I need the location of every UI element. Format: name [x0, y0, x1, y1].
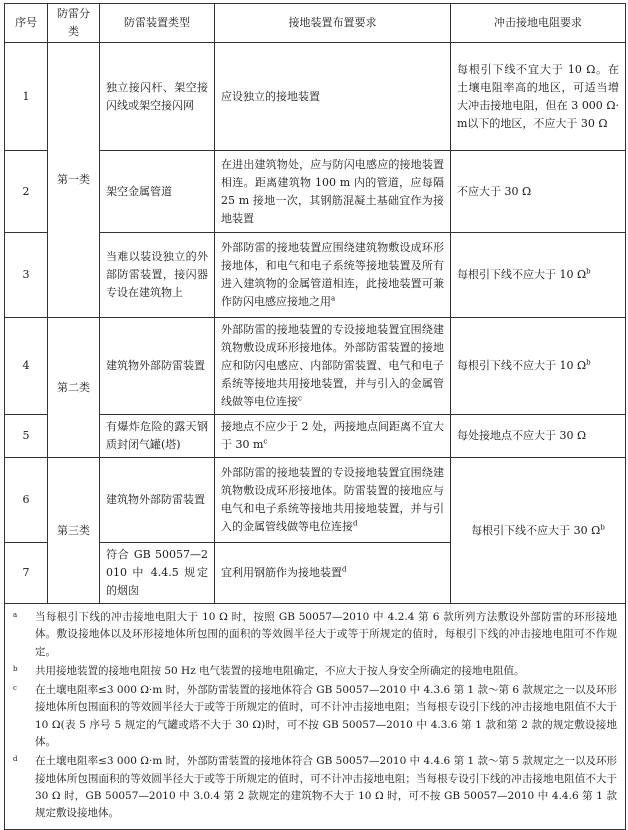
note-ref: c [263, 437, 268, 446]
note-ref: d [342, 565, 347, 574]
row-seq: 7 [5, 543, 48, 604]
note-a [13, 609, 617, 661]
row-device-type: 当难以装设独立的外部防雷装置，接闪器专设在建筑物上 [100, 233, 215, 318]
row-device-type: 建筑物外部防雷装置 [100, 458, 215, 543]
row-device-type: 架空金属管道 [100, 151, 215, 233]
row-device-type: 建筑物外部防雷装置 [100, 318, 215, 415]
header-row [5, 4, 626, 43]
header-category: 防雷分类 [48, 4, 100, 43]
row-impulse-resistance [451, 318, 626, 415]
note-mark: b [13, 664, 18, 673]
header-impulse-resistance: 冲击接地电阻要求 [451, 4, 626, 43]
note-ref: c [298, 394, 302, 403]
row-seq: 5 [5, 415, 48, 458]
note-b [13, 663, 617, 680]
note-mark: d [13, 755, 18, 764]
row-seq: 4 [5, 318, 48, 415]
row-impulse-resistance: 不应大于 30 Ω [451, 151, 626, 233]
row-device-type: 独立接闪杆、架空接闪线或架空接闪网 [100, 43, 215, 151]
row-grounding-layout [215, 318, 451, 415]
row-device-type: 符合 GB 50057—2010 中 4.4.5 规定的烟囱 [100, 543, 215, 604]
row-seq: 3 [5, 233, 48, 318]
row-grounding-layout [215, 415, 451, 458]
note-mark: a [13, 611, 18, 619]
note-ref: d [353, 519, 358, 528]
note-ref: b [586, 358, 591, 367]
layout-text: 外部防雷的接地装置应围绕建筑物敷设成环形接地体，和电气和电子系统等接地装置及所有进入建筑物的金属管道相连，此接地装置可兼作防闪电感应接地之用 [221, 241, 444, 308]
category-class1: 第一类 [48, 43, 100, 318]
table-row [5, 318, 626, 415]
row-impulse-resistance [451, 233, 626, 318]
layout-text: 宜利用钢筋作为接地装置 [221, 566, 342, 579]
note-d [13, 753, 617, 822]
note-text: 当每根引下线的冲击接地电阻大于 10 Ω 时，按照 GB 50057—2010 中 4.2.4 第 6 款所列方法敷设外部防雷的环形接地体。敷设接地体以及环形接地体所包围的面积的等效圆半径大于或等于所规定的值时，每根引下线的冲击接地电阻可不作规定。 [35, 611, 617, 658]
grounding-requirements-table [4, 3, 626, 830]
row-grounding-layout [215, 543, 451, 604]
category-class2: 第二类 [48, 318, 100, 458]
row-seq: 6 [5, 458, 48, 543]
note-text: 在土壤电阻率≤3 000 Ω·m 时，外部防雷装置的接地体符合 GB 50057—2010 中 4.4.6 第 1 款～第 5 款规定之一以及环形接地体所包围面积的等效圆半径大于或等于所规定的值时，可不计冲击接地电阻；当每根专设引下线的冲击接地电阻值不大于 30 Ω 时，GB 50057—2010 中 3.0.4 第 2 款规定的建筑物不大于 10 Ω 时，可不按 GB 50057—2010 中 4.4.6 第 1 款规定敷设接地体。 [35, 755, 617, 820]
layout-text: 外部防雷的接地装置的专设接地装置宜围绕建筑物敷设成环形接地体。防雷装置的接地应与电气和电子系统等接地共用接地装置，并与引入的金属管线做等电位连接 [221, 466, 444, 533]
note-ref: b [586, 267, 591, 276]
row-grounding-layout [215, 458, 451, 543]
row-grounding-layout: 在进出建筑物处，应与防闪电感应的接地装置相连。距离建筑物 100 m 内的管道，应每隔 25 m 接地一次，其钢筋混凝土基础宜作为接地装置 [215, 151, 451, 233]
row-grounding-layout [215, 233, 451, 318]
note-ref: b [600, 522, 605, 531]
row-seq: 1 [5, 43, 48, 151]
note-c [13, 682, 617, 751]
layout-text: 接地点不应少于 2 处，两接地点间距离不宜大于 30 m [221, 420, 444, 451]
note-ref: a [331, 294, 336, 303]
note-text: 共用接地装置的接地电阻按 50 Hz 电气装置的接地电阻确定，不应大于按人身安全所确定的接地电阻值。 [35, 664, 525, 677]
header-grounding-layout: 接地装置布置要求 [215, 4, 451, 43]
resistance-text: 每根引下线不应大于 10 Ω [457, 268, 587, 281]
row-seq: 2 [5, 151, 48, 233]
notes-cell [5, 604, 626, 830]
header-device-type: 防雷装置类型 [100, 4, 215, 43]
resistance-text: 每根引下线不应大于 30 Ω [471, 523, 601, 537]
category-class3: 第三类 [48, 458, 100, 604]
header-seq: 序号 [5, 4, 48, 43]
row-device-type: 有爆炸危险的露天钢质封闭气罐(塔) [100, 415, 215, 458]
table-row [5, 43, 626, 151]
resistance-text: 每根引下线不应大于 10 Ω [457, 359, 587, 372]
row-impulse-resistance: 每根引下线不宜大于 10 Ω。在土壤电阻率高的地区，可适当增大冲击接地电阻，但在 3 000 Ω·m以下的地区，不应大于 30 Ω [451, 43, 626, 151]
notes-row [5, 604, 626, 830]
row-grounding-layout: 应设独立的接地装置 [215, 43, 451, 151]
row-impulse-resistance [451, 458, 626, 604]
note-text: 在土壤电阻率≤3 000 Ω·m 时，外部防雷装置的接地体符合 GB 50057—2010 中 4.3.6 第 1 款～第 6 款规定之一以及环形接地体所包围面积的等效圆半径大于或等于所规定的值时，可不计冲击接地电阻；当每根专设引下线的冲击接地电阻值不大于 10 Ω(表 5 序号 5 规定的气罐或塔不大于 30 Ω)时，可不按 GB 50057—2010 中 4.3.6 第 1 款和第 2 款的规定敷设接地体。 [35, 684, 617, 749]
table-row [5, 458, 626, 543]
note-mark: c [13, 684, 17, 693]
layout-text: 外部防雷的接地装置的专设接地装置宜围绕建筑物敷设成环形接地体。外部防雷装置的接地应和防闪电感应、内部防雷装置、电气和电子系统等接地共用接地装置，并与引入的金属管线做等电位连接 [221, 323, 444, 408]
row-impulse-resistance: 每处接地点不应大于 30 Ω [451, 415, 626, 458]
